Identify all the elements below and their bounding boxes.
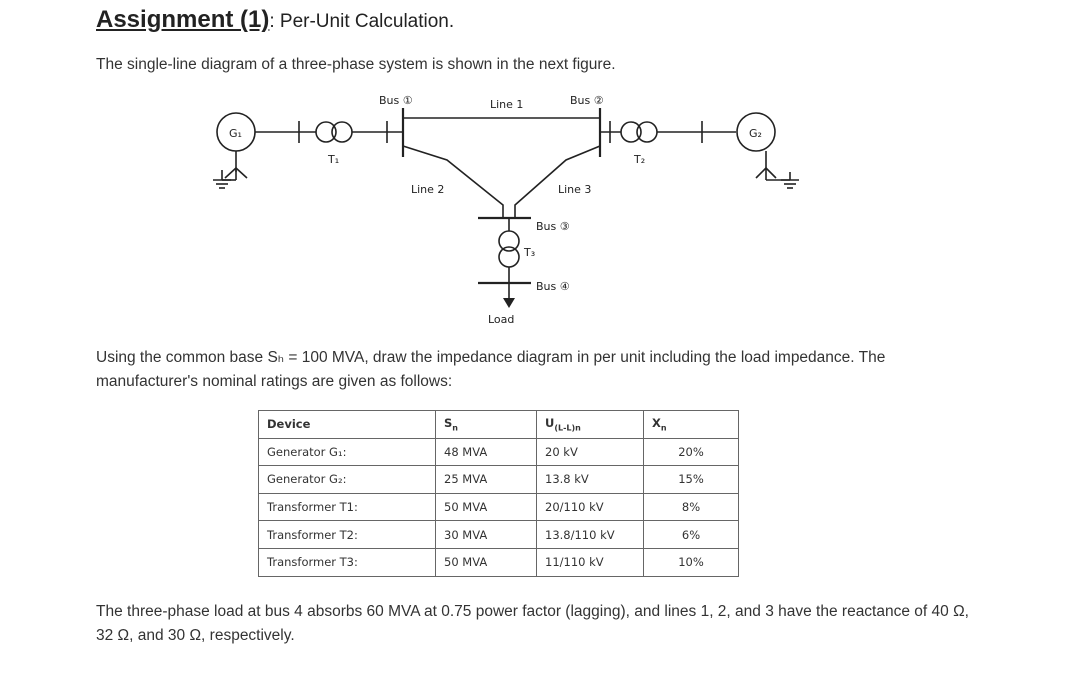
header-u-text: U [545, 416, 555, 431]
cell-u: 20/110 kV [537, 493, 644, 521]
table-row [259, 438, 739, 466]
cell-sn: 25 MVA [436, 466, 537, 494]
cell-device: Transformer T3: [259, 548, 436, 576]
cell-u: 20 kV [537, 438, 644, 466]
cell-device: Transformer T1: [259, 493, 436, 521]
load-paragraph: The three-phase load at bus 4 absorbs 60 MVA at 0.75 power factor (lagging), and lines 1, 2, and 3 have the reactance of 40 Ω, 32 Ω, and 30 Ω, respectively. [96, 603, 969, 644]
table-header-row [259, 411, 739, 439]
line-2 [403, 146, 503, 218]
t1-label: T₁ [328, 153, 340, 166]
intro-paragraph: The single-line diagram of a three-phase system is shown in the next figure. [96, 56, 616, 73]
table-row [259, 548, 739, 576]
table-row [259, 466, 739, 494]
bus1-label: Bus ① [379, 94, 413, 107]
transformer-t1-primary [316, 122, 336, 142]
header-u [537, 411, 644, 439]
cell-device: Generator G₂: [259, 466, 436, 494]
header-sn [436, 411, 537, 439]
base-paragraph: Using the common base Sₕ = 100 MVA, draw the impedance diagram in per unit including the load impedance. The manufacturer's nominal ratings are given as follows: [96, 349, 886, 390]
ratings-table [258, 410, 739, 577]
header-sn-text: S [444, 416, 453, 431]
cell-x: 6% [644, 521, 739, 549]
line1-label: Line 1 [490, 98, 524, 111]
bus2-label: Bus ② [570, 94, 604, 107]
header-device: Device [259, 411, 436, 439]
header-x-text: X [652, 416, 661, 431]
transformer-t2-secondary [637, 122, 657, 142]
line2-label: Line 2 [411, 183, 445, 196]
cell-u: 11/110 kV [537, 548, 644, 576]
cell-u: 13.8 kV [537, 466, 644, 494]
cell-u: 13.8/110 kV [537, 521, 644, 549]
cell-device: Transformer T2: [259, 521, 436, 549]
table-row [259, 493, 739, 521]
g2-label: G₂ [749, 127, 762, 140]
load-arrow [503, 298, 515, 308]
cell-x: 8% [644, 493, 739, 521]
transformer-t3-secondary [499, 247, 519, 267]
bus3-label: Bus ③ [536, 220, 570, 233]
g1-label: G₁ [229, 127, 242, 140]
transformer-t3-primary [499, 231, 519, 251]
load-label: Load [488, 313, 515, 326]
cell-sn: 50 MVA [436, 548, 537, 576]
assignment-label: Assignment (1) [96, 6, 270, 33]
cell-x: 15% [644, 466, 739, 494]
cell-x: 20% [644, 438, 739, 466]
cell-x: 10% [644, 548, 739, 576]
table-row [259, 521, 739, 549]
line-3 [515, 146, 600, 218]
header-x [644, 411, 739, 439]
header-u-sub: (L-L)n [554, 423, 581, 433]
assignment-subtitle: : Per-Unit Calculation. [269, 11, 455, 32]
header-x-sub: n [660, 423, 667, 433]
cell-sn: 30 MVA [436, 521, 537, 549]
transformer-t1-secondary [332, 122, 352, 142]
cell-sn: 50 MVA [436, 493, 537, 521]
cell-device: Generator G₁: [259, 438, 436, 466]
line3-label: Line 3 [558, 183, 592, 196]
transformer-t2-primary [621, 122, 641, 142]
t3-label: T₃ [524, 246, 536, 259]
cell-sn: 48 MVA [436, 438, 537, 466]
t2-label: T₂ [634, 153, 646, 166]
header-sn-sub: n [452, 423, 458, 433]
bus4-label: Bus ④ [536, 280, 570, 293]
